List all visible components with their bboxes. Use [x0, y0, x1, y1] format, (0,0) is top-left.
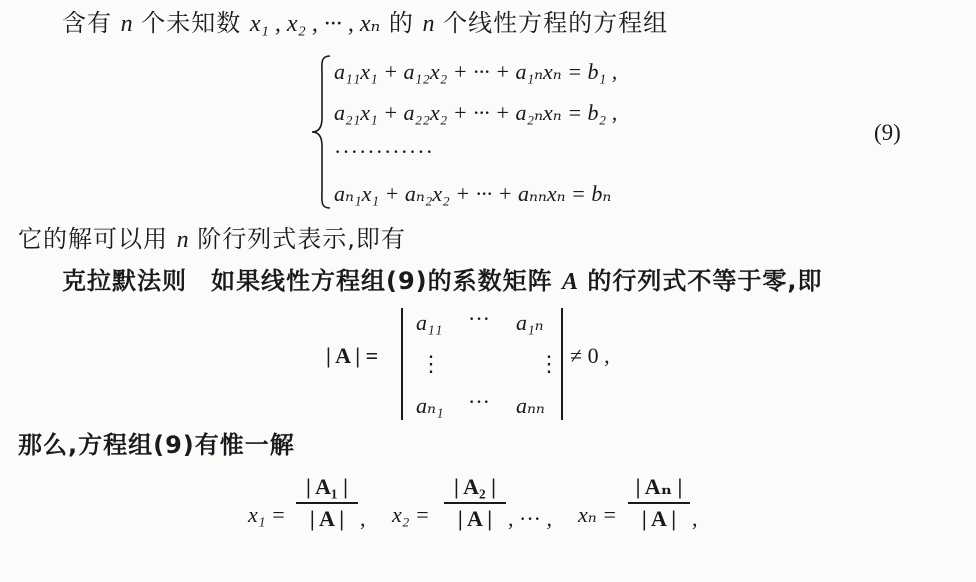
intro-mid1: 个未知数 [132, 9, 250, 37]
fraction-1-numerator: | A₁ | [306, 474, 348, 499]
fraction-2-denominator: | A | [457, 505, 493, 531]
det-vdots-left: ⋮ [420, 351, 442, 376]
solve-line [18, 224, 406, 255]
equation-row-ellipsis: ············ [334, 139, 434, 164]
fraction-2 [444, 474, 506, 532]
fraction-2-bar [444, 502, 506, 504]
det-a11: a₁₁ [416, 310, 443, 335]
rule-name: 克拉默法则 [62, 267, 187, 295]
intro-suffix: 个线性方程的方程组 [434, 9, 669, 37]
det-ann: aₙₙ [516, 393, 545, 418]
det-dots-top: ··· [468, 306, 490, 331]
equation-row-1: a₁₁x₁ + a₁₂x₂ + ··· + a₁ₙxₙ = b₁ , [334, 59, 618, 84]
fraction-n-numerator: | Aₙ | [635, 474, 683, 499]
equation-row-2: a₂₁x₁ + a₂₂x₂ + ··· + a₂ₙxₙ = b₂ , [334, 100, 618, 125]
intro-mid2: 的 [380, 9, 423, 37]
fraction-n [628, 474, 690, 532]
rule-text-a: 如果线性方程组(9)的系数矩阵 [211, 267, 562, 295]
determinant-rhs: ≠ 0 , [570, 343, 610, 368]
det-vdots-right: ⋮ [538, 351, 560, 376]
solution-x2: x₂ = [392, 502, 430, 527]
rule-matrix: A [562, 269, 579, 295]
determinant-left-bar [401, 308, 403, 420]
solution-xn: xₙ = [578, 502, 618, 527]
rule-line [62, 266, 823, 297]
solution-end: , [692, 506, 698, 531]
fraction-2-numerator: | A₂ | [454, 474, 496, 499]
rule-text-b: 的行列式不等于零,即 [578, 267, 823, 295]
solve-prefix: 它的解可以用 [18, 225, 177, 253]
intro-line [62, 8, 668, 39]
intro-n2: n [422, 11, 435, 37]
solution-sep-2: , ··· , [508, 506, 552, 531]
det-dots-bottom: ··· [468, 389, 490, 414]
fraction-n-bar [628, 502, 690, 504]
determinant-lhs: | A | = [326, 343, 379, 368]
intro-unknowns: x₁ , x₂ , ··· , xₙ [249, 11, 381, 37]
det-an1: aₙ₁ [416, 393, 444, 418]
intro-n: n [120, 11, 133, 37]
solution-sep-1: , [360, 506, 366, 531]
intro-prefix: 含有 [62, 9, 121, 37]
fraction-1-bar [296, 502, 358, 504]
fraction-1-denominator: | A | [309, 505, 345, 531]
fraction-1 [296, 474, 358, 532]
det-a1n: a₁ₙ [516, 310, 544, 335]
solve-n: n [176, 227, 189, 253]
solve-suffix: 阶行列式表示,即有 [188, 225, 406, 253]
equation-number: (9) [874, 120, 901, 145]
equation-row-n: aₙ₁x₁ + aₙ₂x₂ + ··· + aₙₙxₙ = bₙ [334, 181, 612, 206]
determinant-right-bar [561, 308, 563, 420]
left-brace [310, 54, 332, 210]
fraction-n-denominator: | A | [641, 505, 677, 531]
solution-x1: x₁ = [248, 502, 286, 527]
conclusion-line: 那么,方程组(9)有惟一解 [18, 431, 295, 459]
